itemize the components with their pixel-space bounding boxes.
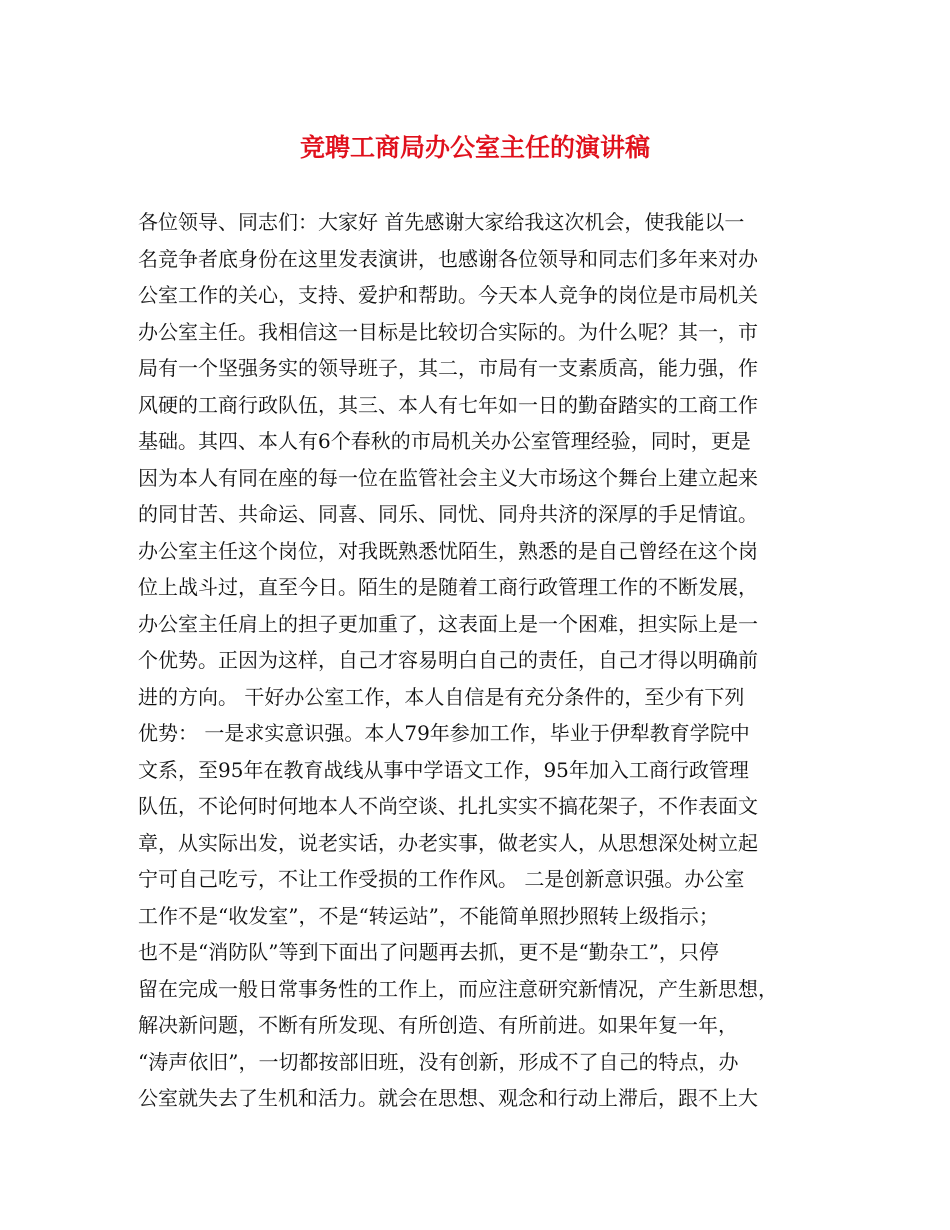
- document-body: [138, 204, 828, 1117]
- body-line: 个优势。正因为这样，自己才容易明白自己的责任，自己才得以明确前: [138, 648, 758, 672]
- body-line: 公室就失去了生机和活力。就会在思想、观念和行动上滞后，跟不上大: [138, 1086, 758, 1110]
- body-line: 风硬的工商行政队伍，其三、本人有七年如一日的勤奋踏实的工商工作: [138, 392, 758, 417]
- body-line: 办公室主任肩上的担子更加重了，这表面上是一个困难，担实际上是一: [138, 611, 758, 636]
- body-line: 因为本人有同在座的每一位在监管社会主义大市场这个舞台上建立起来: [138, 465, 758, 490]
- body-line: 也不是“消防队”等到下面出了问题再去抓，更不是“勤杂工”，只停: [138, 940, 719, 964]
- body-line: “涛声依旧”，一切都按部旧班，没有创新，形成不了自己的特点，办: [138, 1049, 739, 1074]
- body-line: 基础。其四、本人有6个春秋的市局机关办公室管理经验，同时，更是: [138, 429, 751, 453]
- body-line: 章，从实际出发，说老实话，办老实事，做老实人，从思想深处树立起: [138, 830, 758, 855]
- body-line: 优势： 一是求实意识强。本人79年参加工作，毕业于伊犁教育学院中: [138, 721, 750, 745]
- body-line: 解决新问题，不断有所发现、有所创造、有所前进。如果年复一年，: [138, 1013, 738, 1037]
- body-line: 进的方向。 干好办公室工作，本人自信是有充分条件的，至少有下列: [138, 684, 745, 709]
- body-line: 队伍，不论何时何地本人不尚空谈、扎扎实实不搞花架子，不作表面文: [138, 794, 758, 818]
- body-line: 各位领导、同志们：大家好 首先感谢大家给我这次机会，使我能以一: [138, 210, 745, 234]
- body-line: 工作不是“收发室”，不是“转运站”，不能简单照抄照转上级指示；: [138, 903, 719, 928]
- body-line: 公室工作的关心，支持、爱护和帮助。今天本人竞争的岗位是市局机关: [138, 283, 758, 307]
- body-line: 留在完成一般日常事务性的工作上，而应注意研究新情况，产生新思想，: [138, 976, 778, 1001]
- body-line: 办公室主任这个岗位，对我既熟悉忧陌生，熟悉的是自己曾经在这个岗: [138, 538, 758, 563]
- body-line: 的同甘苦、共命运、同喜、同乐、同忧、同舟共济的深厚的手足情谊。: [138, 502, 758, 526]
- body-line: 宁可自己吃亏，不让工作受损的工作作风。 二是创新意识强。办公室: [138, 867, 745, 891]
- body-line: 局有一个坚强务实的领导班子，其二，市局有一支素质高，能力强，作: [138, 356, 758, 380]
- body-line: 位上战斗过，直至今日。陌生的是随着工商行政管理工作的不断发展，: [138, 575, 758, 599]
- body-line: 名竞争者底身份在这里发表演讲，也感谢各位领导和同志们多年来对办: [138, 246, 758, 271]
- document-title: 竞聘工商局办公室主任的演讲稿: [299, 133, 650, 162]
- body-line: 办公室主任。我相信这一目标是比较切合实际的。为什么呢？其一，市: [138, 319, 758, 344]
- body-line: 文系，至95年在教育战线从事中学语文工作，95年加入工商行政管理: [138, 757, 749, 782]
